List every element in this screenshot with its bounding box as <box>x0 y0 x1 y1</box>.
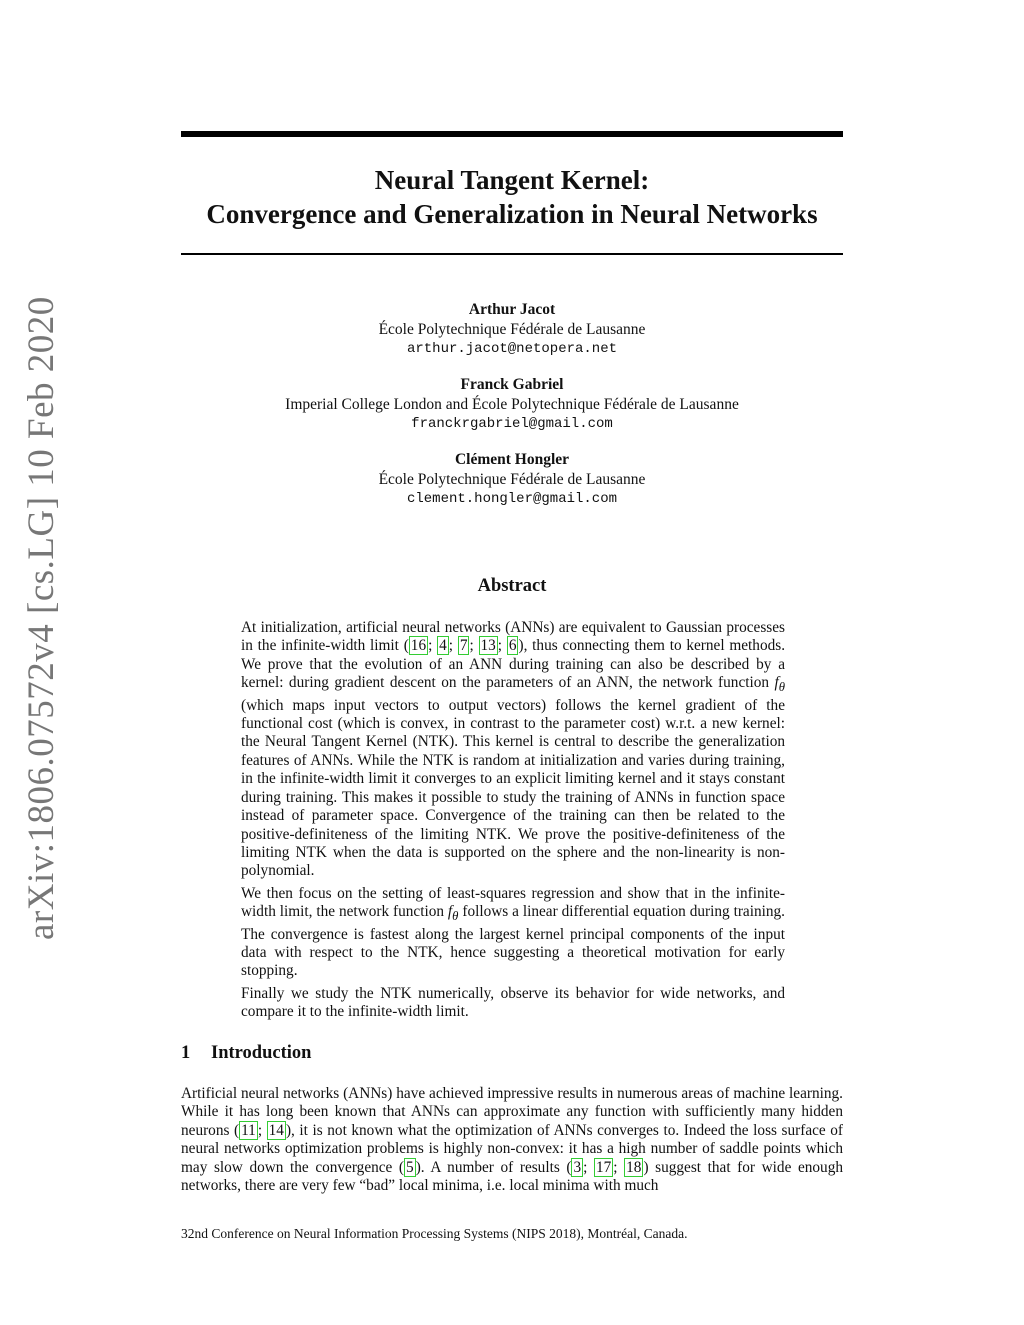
abstract-heading: Abstract <box>477 576 547 596</box>
citation-link[interactable]: 16 <box>410 637 427 655</box>
citation-link[interactable]: 11 <box>241 1121 256 1139</box>
abstract-text: We then focus on the setting of least-squares regression and show that in the infinite-width limit, the network function <box>241 884 785 921</box>
author-email[interactable]: franckrgabriel@gmail.com <box>411 416 613 432</box>
math-symbol: f <box>447 903 453 921</box>
intro-paragraph: Artificial neural networks (ANNs) have achieved impressive results in numerous areas of machine learning. While it has long been known that ANNs can approximate any function with sufficiently many hidden neurons ( 11 ; 14 ), it is not known what the optimization of ANNs converges to. Indeed the loss surface of neural networks optimization problems is highly non-convex: it has a high number of saddle points which may slow down the convergence ( 5 ). A number of results ( 3 ; 17 ; 18 ) suggest that for wide enough networks, there are very few “bad” local minima, i.e. local minima with much <box>181 1085 843 1195</box>
citation-link[interactable]: 3 <box>573 1158 582 1176</box>
author-email[interactable]: clement.hongler@gmail.com <box>406 491 618 507</box>
title-line-1: Neural Tangent Kernel: <box>374 165 650 195</box>
citation-link[interactable]: 7 <box>459 637 468 655</box>
citation-link[interactable]: 4 <box>439 637 447 655</box>
citation-link[interactable]: 14 <box>268 1121 284 1139</box>
math-symbol: f <box>774 674 779 692</box>
intro-text: Artificial neural networks (ANNs) have achieved impressive results in numerous areas of machine learning. While it has long been known that ANNs can approximate any function with sufficiently many hidden neurons ( <box>181 1085 843 1139</box>
title-rule-top <box>181 131 843 137</box>
citation-link[interactable]: 5 <box>406 1158 414 1176</box>
author-3 <box>181 450 843 508</box>
abstract-paragraph-3: Finally we study the NTK numerically, observe its behavior for wide networks, and compare it to the infinite-width limit. <box>241 984 785 1021</box>
author-name: Franck Gabriel <box>460 376 564 393</box>
section-title: Introduction <box>211 1043 312 1063</box>
abstract-paragraph-1: At initialization, artificial neural networks (ANNs) are equivalent to Gaussian processes in the infinite-width limit ( 16 ; 4 ; 7 ; 13 ; 6 ), thus connecting them to kernel methods. We prove that the evolution of an ANN during training can also be described by a kernel: during gradient descent on the parameters of an ANN, the network function $f_\theta$ (which maps input vectors to output vectors) follows the kernel gradient of the functional cost (which is convex, in contrast to the parameter cost) w.r.t. a new kernel: the Neural Tangent Kernel (NTK). This kernel is central to describe the generalization features of ANNs. While the NTK is random at initialization and varies during training, in the infinite-width limit it converges to an explicit limiting kernel and it stays constant during training. This makes it possible to study the training of ANNs in function space instead of parameter space. Convergence of the training can then be related to the positive-definiteness of the limiting NTK. We prove the positive-definiteness of the limiting NTK when the data is supported on the sphere and the non-linearity is non-polynomial. <box>241 619 786 880</box>
author-name: Arthur Jacot <box>468 301 556 318</box>
author-affiliation: École Polytechnique Fédérale de Lausanne <box>378 321 646 338</box>
author-affiliation: Imperial College London and École Polytechnique Fédérale de Lausanne <box>285 396 739 413</box>
citation-link[interactable]: 6 <box>508 637 517 655</box>
citation-link[interactable]: 17 <box>596 1158 612 1176</box>
math-subscript: θ <box>778 680 785 695</box>
title-line-2: Convergence and Generalization in Neural Networks <box>206 199 818 229</box>
citation-link[interactable]: 18 <box>626 1158 642 1176</box>
introduction-body <box>181 1085 843 1195</box>
author-2 <box>181 375 843 433</box>
intro-text: ). A number of results ( <box>415 1158 572 1176</box>
conference-footnote: 32nd Conference on Neural Information Processing Systems (NIPS 2018), Montréal, Canada. <box>181 1226 688 1241</box>
author-email[interactable]: arthur.jacot@netopera.net <box>406 341 618 357</box>
paper-title <box>181 163 843 231</box>
intro-text: ) suggest that for wide enough networks, there are very few “bad” local minima, i.e. local minima with much <box>181 1158 843 1195</box>
author-block <box>181 300 843 525</box>
section-heading <box>181 1043 311 1064</box>
math-subscript: θ <box>452 909 459 924</box>
author-name: Clément Hongler <box>454 451 570 468</box>
abstract-text: follows a linear differential equation during training. The convergence is fastest along the largest kernel principal components of the input data with respect to the NTK, hence suggesting a theoretical motivation for early stopping. <box>241 903 785 980</box>
author-affiliation: École Polytechnique Fédérale de Lausanne <box>378 471 646 488</box>
intro-text: ), it is not known what the optimization of ANNs converges to. Indeed the loss surface of neural networks optimization problems is highly non-convex: it has a high number of saddle points which may slow down the convergence ( <box>181 1121 843 1176</box>
arxiv-stamp: arXiv:1806.07572v4 [cs.LG] 10 Feb 2020 <box>21 296 62 940</box>
abstract-paragraph-2 <box>241 885 785 981</box>
author-1 <box>181 300 843 358</box>
citation-link[interactable]: 13 <box>480 637 496 655</box>
title-rule-bottom <box>181 253 843 255</box>
section-number: 1 <box>181 1043 191 1063</box>
abstract-body <box>241 619 785 1026</box>
abstract-text: ), thus connecting them to kernel methods. We prove that the evolution of an ANN during training can also be described by a kernel: during gradient descent on the parameters of an ANN, the network function <box>241 637 786 692</box>
abstract-text: At initialization, artificial neural networks (ANNs) are equivalent to Gaussian processes in the infinite-width limit ( <box>241 619 785 655</box>
abstract-text: (which maps input vectors to output vectors) follows the kernel gradient of the functional cost (which is convex, in contrast to the parameter cost) w.r.t. a new kernel: the Neural Tangent Kernel (NTK). This kernel is central to describe the generalization features of ANNs. While the NTK is random at initialization and varies during training, in the infinite-width limit it converges to an explicit limiting kernel and it stays constant during training. This makes it possible to study the training of ANNs in function space instead of parameter space. Convergence of the training can then be related to the positive-definiteness of the limiting NTK. We prove the positive-definiteness of the limiting NTK when the data is supported on the sphere and the non-linearity is non-polynomial. <box>241 696 785 880</box>
